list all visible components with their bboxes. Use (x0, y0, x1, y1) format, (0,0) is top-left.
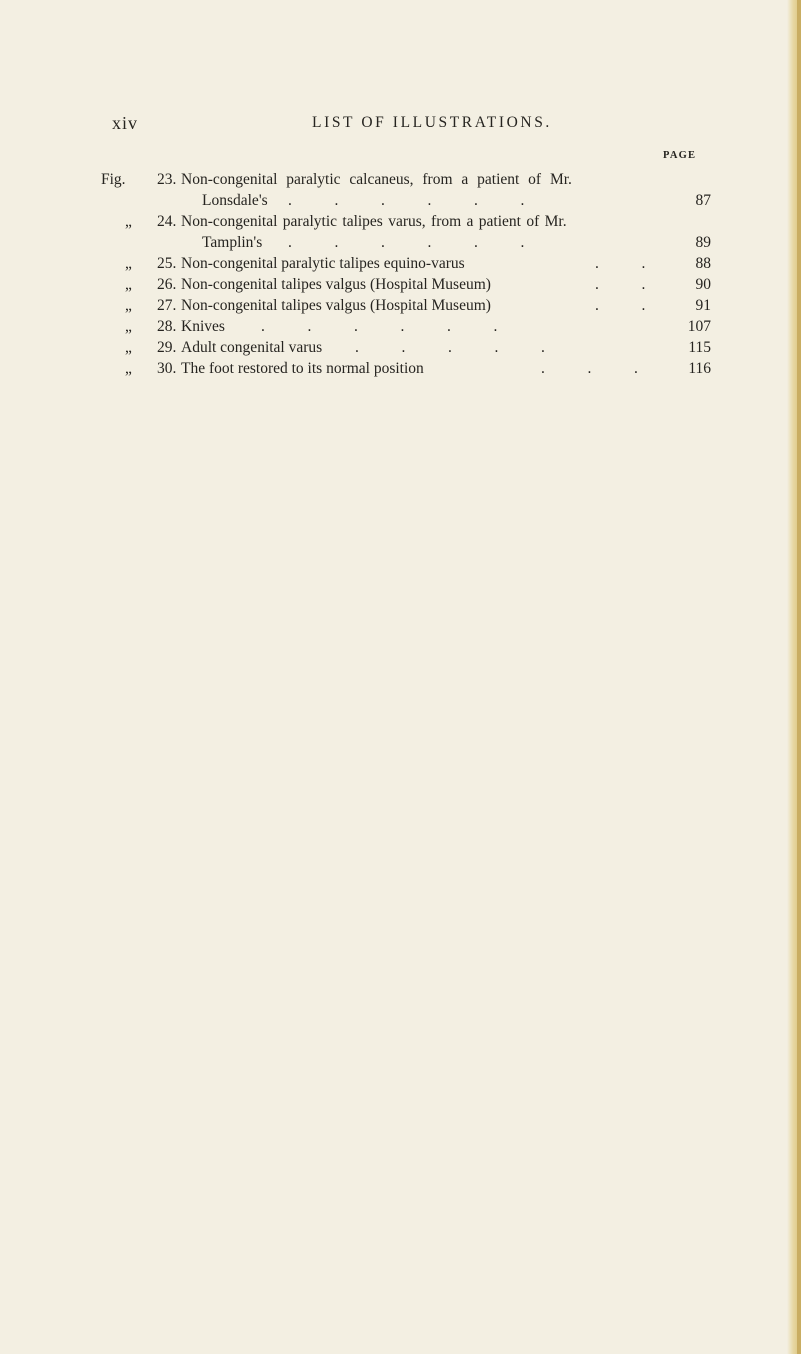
list-item-fig-24 (101, 211, 711, 253)
dot-leaders: . . . . . . (288, 192, 525, 209)
page-reference: 90 (695, 276, 711, 293)
page-reference: 115 (688, 339, 711, 356)
page-reference: 107 (687, 318, 711, 335)
running-title: LIST OF ILLUSTRATIONS. (312, 114, 552, 131)
figure-number: 30. (157, 360, 177, 377)
entry-prefix: Fig. (101, 171, 126, 188)
dot-leaders: . . . . . . (288, 234, 525, 251)
page-number: xiv (112, 113, 139, 133)
list-item-fig-27 (101, 295, 711, 316)
page-column-label: PAGE (663, 150, 697, 161)
dot-leaders: . . . (541, 360, 638, 377)
dot-leaders: . . . . . (355, 339, 545, 356)
list-item-fig-25 (101, 253, 711, 274)
figure-caption: Adult congenital varus (181, 339, 323, 356)
figure-caption: Non-congenital talipes valgus (Hospital Museum) (181, 276, 491, 293)
page-reference: 91 (695, 297, 711, 314)
figure-number: 25. (157, 255, 177, 272)
figure-caption-continuation: Tamplin's (202, 234, 263, 251)
ditto-mark: „ (125, 255, 132, 272)
figure-caption-continuation: Lonsdale's (202, 192, 268, 209)
figure-caption: Non-congenital paralytic talipes equino-varus (181, 255, 465, 272)
figure-number: 24. (157, 213, 177, 230)
figure-caption: Non-congenital paralytic calcaneus, from a patient of Mr. (181, 171, 572, 188)
page-edge-border (797, 0, 801, 1354)
illustrations-list (101, 169, 711, 379)
dot-leaders: . . (595, 276, 646, 293)
ditto-mark: „ (125, 360, 132, 377)
figure-number: 27. (157, 297, 177, 314)
dot-leaders: . . (595, 297, 646, 314)
list-item-fig-23 (101, 169, 711, 211)
page-reference: 88 (695, 255, 711, 272)
list-item-fig-29 (101, 337, 711, 358)
dot-leaders: . . (595, 255, 646, 272)
ditto-mark: „ (125, 213, 132, 230)
ditto-mark: „ (125, 318, 132, 335)
ditto-mark: „ (125, 276, 132, 293)
ditto-mark: „ (125, 297, 132, 314)
figure-caption: Knives (181, 318, 225, 335)
figure-caption: Non-congenital paralytic talipes varus, from a patient of Mr. (181, 213, 567, 230)
figure-caption: The foot restored to its normal position (181, 360, 424, 377)
dot-leaders: . . . . . . (261, 318, 498, 335)
figure-number: 23. (157, 171, 177, 188)
figure-caption: Non-congenital talipes valgus (Hospital Museum) (181, 297, 491, 314)
list-item-fig-26 (101, 274, 711, 295)
page-reference: 116 (688, 360, 711, 377)
page-reference: 89 (695, 234, 711, 251)
figure-number: 28. (157, 318, 177, 335)
list-item-fig-28 (101, 316, 711, 337)
figure-number: 26. (157, 276, 177, 293)
ditto-mark: „ (125, 339, 132, 356)
page-reference: 87 (695, 192, 711, 209)
list-item-fig-30 (101, 358, 711, 379)
figure-number: 29. (157, 339, 177, 356)
